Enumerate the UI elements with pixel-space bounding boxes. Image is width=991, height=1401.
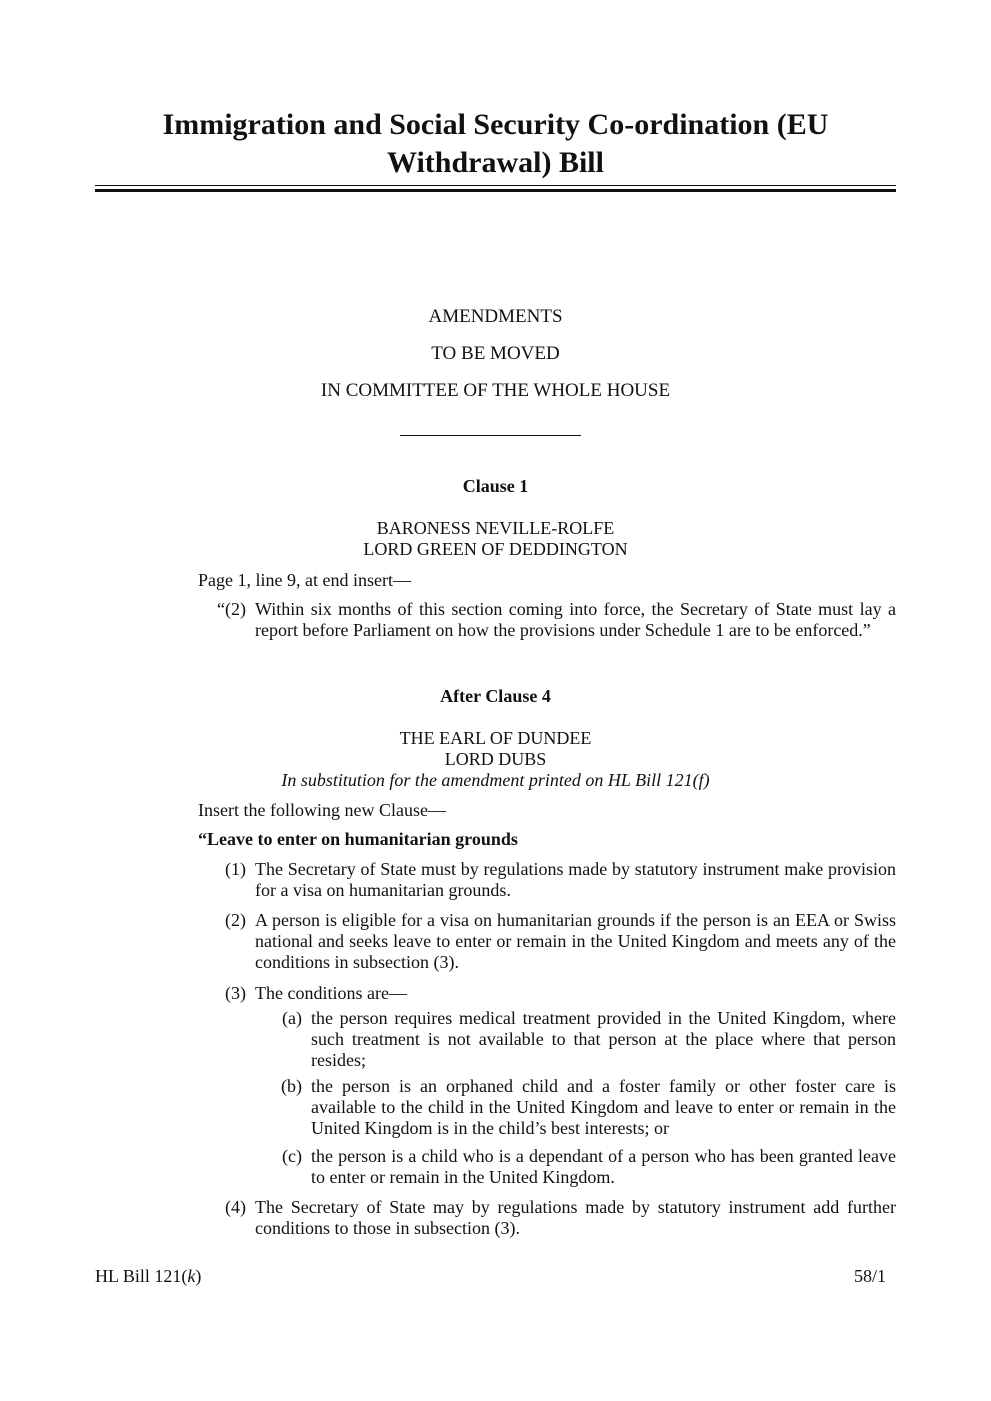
header-line-amendments: AMENDMENTS [428,306,563,327]
mover-2: LORD GREEN OF DEDDINGTON [363,539,628,559]
item-text: Within six months of this section coming into force, the Secretary of State must lay a report before Parliament on how the provisions under Schedule 1 are to be enforced.” [255,599,896,640]
subitem-number: (b) [281,1076,302,1096]
subitem-text: the person is a child who is a dependant of a person who has been granted leave to enter or remain in the United Kingdom. [311,1146,896,1187]
bill-ref-letter: k [187,1266,196,1286]
header-line-to-be-moved: TO BE MOVED [431,343,560,364]
amendment-instruction: Page 1, line 9, at end insert— [198,570,411,590]
mover-1: THE EARL OF DUNDEE [399,728,592,748]
header-line-committee: IN COMMITTEE OF THE WHOLE HOUSE [320,380,671,401]
item-number: (4) [225,1197,246,1217]
section-heading-after-clause-4: After Clause 4 [440,686,551,706]
item-number: (3) [225,983,246,1003]
footer-page-reference: 58/1 [853,1266,886,1286]
bill-ref-prefix: HL Bill 121( [95,1266,188,1286]
mover-1: BARONESS NEVILLE-ROLFE [376,518,615,538]
item-number: (2) [225,910,246,930]
section-divider [400,435,581,436]
item-text: The Secretary of State may by regulations made by statutory instrument add further conditions to those in subsection (3). [255,1197,896,1238]
amendment-instruction: Insert the following new Clause— [198,800,446,820]
subitem-text: the person requires medical treatment provided in the United Kingdom, where such treatment is not available to that person at the place where that person resides; [311,1008,896,1070]
mover-2: LORD DUBS [444,749,547,769]
subitem-text: the person is an orphaned child and a foster family or other foster care is available to the child in the United Kingdom and leave to enter or remain in the United Kingdom is in the child’s best interests; or [311,1076,896,1138]
item-text: The Secretary of State must by regulations made by statutory instrument make provision for a visa on humanitarian grounds. [255,859,896,900]
item-text: The conditions are— [255,983,407,1003]
subitem-number: (c) [282,1146,302,1166]
substitution-note: In substitution for the amendment printed on HL Bill 121(f) [281,770,710,790]
subitem-number: (a) [282,1008,302,1028]
new-clause-title: “Leave to enter on humanitarian grounds [198,829,518,849]
item-text: A person is eligible for a visa on humanitarian grounds if the person is an EEA or Swiss national and seeks leave to enter or remain in the United Kingdom and meets any of the conditions in subsection (3). [255,910,896,972]
title-rule-thick [95,189,896,192]
item-number: “(2) [217,599,246,619]
bill-title: Immigration and Social Security Co-ordination (EU Withdrawal) Bill [162,108,829,179]
section-heading-clause-1: Clause 1 [462,476,529,496]
title-rule-thin [95,185,896,186]
item-number: (1) [225,859,246,879]
bill-ref-suffix: ) [195,1266,202,1286]
footer-bill-reference [95,1266,201,1287]
